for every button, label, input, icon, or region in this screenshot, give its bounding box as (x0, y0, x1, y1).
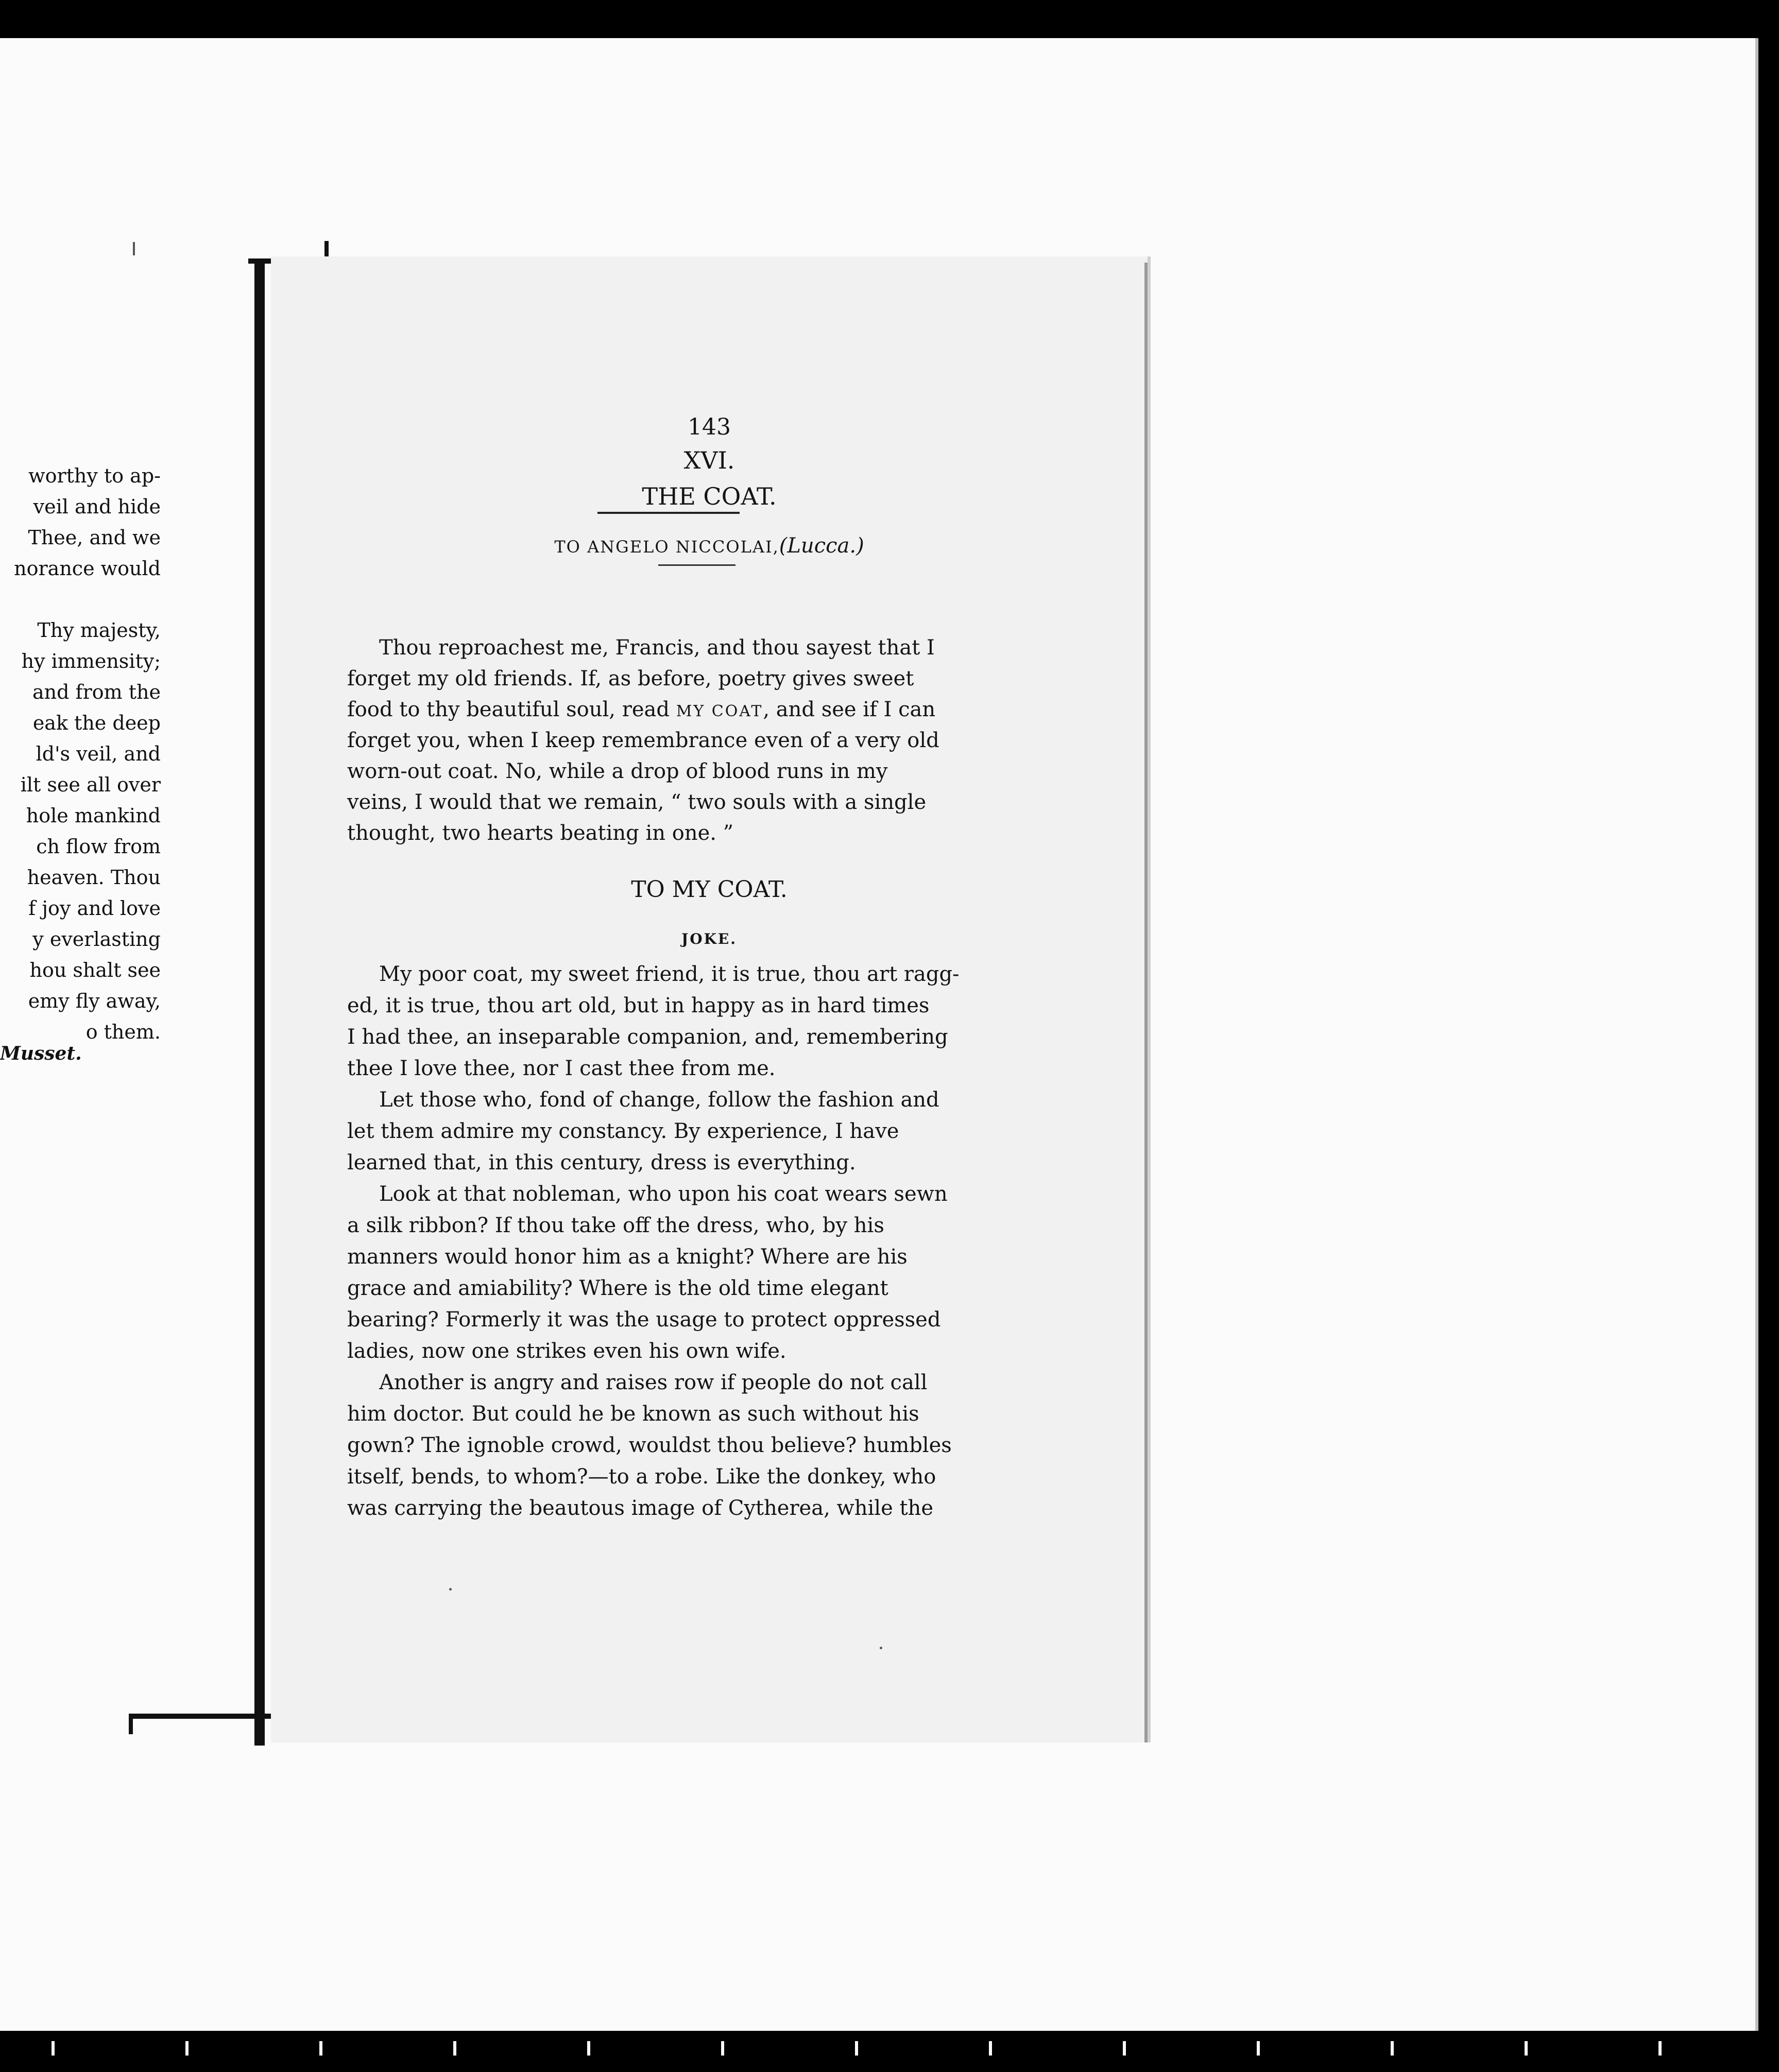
intro-line: worn-out coat. No, while a drop of blood runs in my (347, 759, 888, 783)
scan-border-right (1758, 38, 1779, 2031)
title-rule (597, 512, 740, 514)
intro-line-text: food to thy beautiful soul, read (347, 698, 676, 721)
scan-speck (449, 1588, 452, 1591)
scan-border-right-inner (1755, 38, 1758, 2031)
scan-tick-mark (587, 2041, 590, 2056)
previous-page-line: norance would (14, 557, 161, 580)
poem-line: learned that, in this century, dress is everything. (347, 1151, 856, 1175)
scan-tick-mark (1391, 2041, 1394, 2056)
scan-tick-mark (1658, 2041, 1662, 2056)
poem-line: bearing? Formerly it was the usage to protect oppressed (347, 1308, 941, 1332)
scan-tick-mark (52, 2041, 55, 2056)
scan-tick-mark (721, 2041, 724, 2056)
poem-line: a silk ribbon? If thou take off the dress, who, by his (347, 1214, 884, 1237)
scan-tick-mark (989, 2041, 992, 2056)
previous-page (0, 38, 268, 2031)
poem-line: let them admire my constancy. By experience, I have (347, 1119, 899, 1143)
previous-page-line: y everlasting (32, 928, 161, 951)
current-page (271, 256, 1148, 1742)
previous-page-line: hole mankind (26, 804, 161, 827)
poem-line: My poor coat, my sweet friend, it is true, thou art ragg- (379, 962, 960, 986)
intro-line-text: , and see if I can (763, 698, 936, 721)
poem-line: ladies, now one strikes even his own wife. (347, 1339, 786, 1363)
scan-tick-mark (319, 2041, 322, 2056)
intro-line: Thou reproachest me, Francis, and thou sayest that I (379, 636, 935, 660)
poem-line: ed, it is true, thou art old, but in happy as in hard times (347, 994, 930, 1017)
small-caps-title: MY COAT (676, 702, 763, 720)
dedication-place: (Lucca.) (779, 534, 864, 558)
binding-gutter (254, 258, 265, 1746)
poem-title: TO MY COAT. (631, 876, 788, 903)
dedication-rule (658, 564, 735, 566)
scan-tick-mark (185, 2041, 189, 2056)
poem-line: Let those who, fond of change, follow the fashion and (379, 1088, 939, 1112)
previous-page-line: f joy and love (28, 897, 161, 920)
poem-line: him doctor. But could he be known as such without his (347, 1402, 919, 1426)
scan-tick-mark (1525, 2041, 1528, 2056)
previous-page-line: and from the (32, 681, 161, 703)
intro-line: thought, two hearts beating in one. ” (347, 821, 734, 845)
scan-speck (880, 1647, 882, 1649)
previous-page-line: heaven. Thou (27, 866, 161, 889)
previous-page-line: ld's veil, and (36, 743, 161, 765)
scan-tick-mark (855, 2041, 858, 2056)
intro-line: veins, I would that we remain, “ two souls with a single (347, 790, 927, 814)
poem-line: was carrying the beautous image of Cytherea, while the (347, 1496, 933, 1520)
dedication-recipient: TO ANGELO NICCOLAI, (554, 537, 779, 557)
previous-page-line: ilt see all over (20, 773, 161, 796)
scan-border-bottom (0, 2032, 1779, 2072)
previous-page-line: hou shalt see (29, 959, 161, 981)
intro-line: forget my old friends. If, as before, poetry gives sweet (347, 667, 914, 690)
previous-page-signature: Musset. (0, 1043, 82, 1064)
poem-line: thee I love thee, nor I cast thee from me. (347, 1057, 776, 1080)
scan-tick-mark (1123, 2041, 1126, 2056)
registration-mark (133, 242, 135, 255)
previous-page-line: veil and hide (33, 495, 161, 518)
poem-line: gown? The ignoble crowd, wouldst thou believe? humbles (347, 1434, 952, 1457)
poem-line: Look at that nobleman, who upon his coat wears sewn (379, 1182, 948, 1206)
intro-line (347, 694, 1017, 725)
previous-page-line (0, 584, 161, 615)
dedication (271, 531, 1148, 561)
poem-subtitle: JOKE. (681, 930, 738, 947)
binding-gutter-bottom-tick-left (129, 1714, 133, 1734)
previous-page-line: o them. (85, 1021, 161, 1043)
poem-line: I had thee, an inseparable companion, and, remembering (347, 1025, 948, 1049)
poem-line: grace and amiability? Where is the old time elegant (347, 1276, 888, 1300)
previous-page-line: ch flow from (36, 835, 161, 858)
poem-line: Another is angry and raises row if people do not call (379, 1371, 928, 1394)
intro-line: forget you, when I keep remembrance even of a very old (347, 729, 939, 752)
previous-page-line: hy immensity; (21, 650, 161, 672)
poem-line: manners would honor him as a knight? Where are his (347, 1245, 908, 1269)
previous-page-line: emy fly away, (28, 990, 161, 1012)
chapter-number: XVI. (683, 446, 735, 474)
previous-page-line: Thy majesty, (37, 619, 161, 642)
previous-page-line: worthy to ap- (28, 464, 161, 487)
scanned-sheet (0, 38, 1758, 2031)
poem-line: itself, bends, to whom?—to a robe. Like the donkey, who (347, 1465, 936, 1489)
page-number: 143 (688, 414, 731, 440)
chapter-title: THE COAT. (642, 482, 777, 510)
page-edge (1144, 263, 1148, 1742)
scan-tick-mark (1257, 2041, 1260, 2056)
previous-page-line: eak the deep (32, 712, 161, 734)
previous-page-line: Thee, and we (28, 526, 161, 549)
scan-tick-mark (453, 2041, 456, 2056)
